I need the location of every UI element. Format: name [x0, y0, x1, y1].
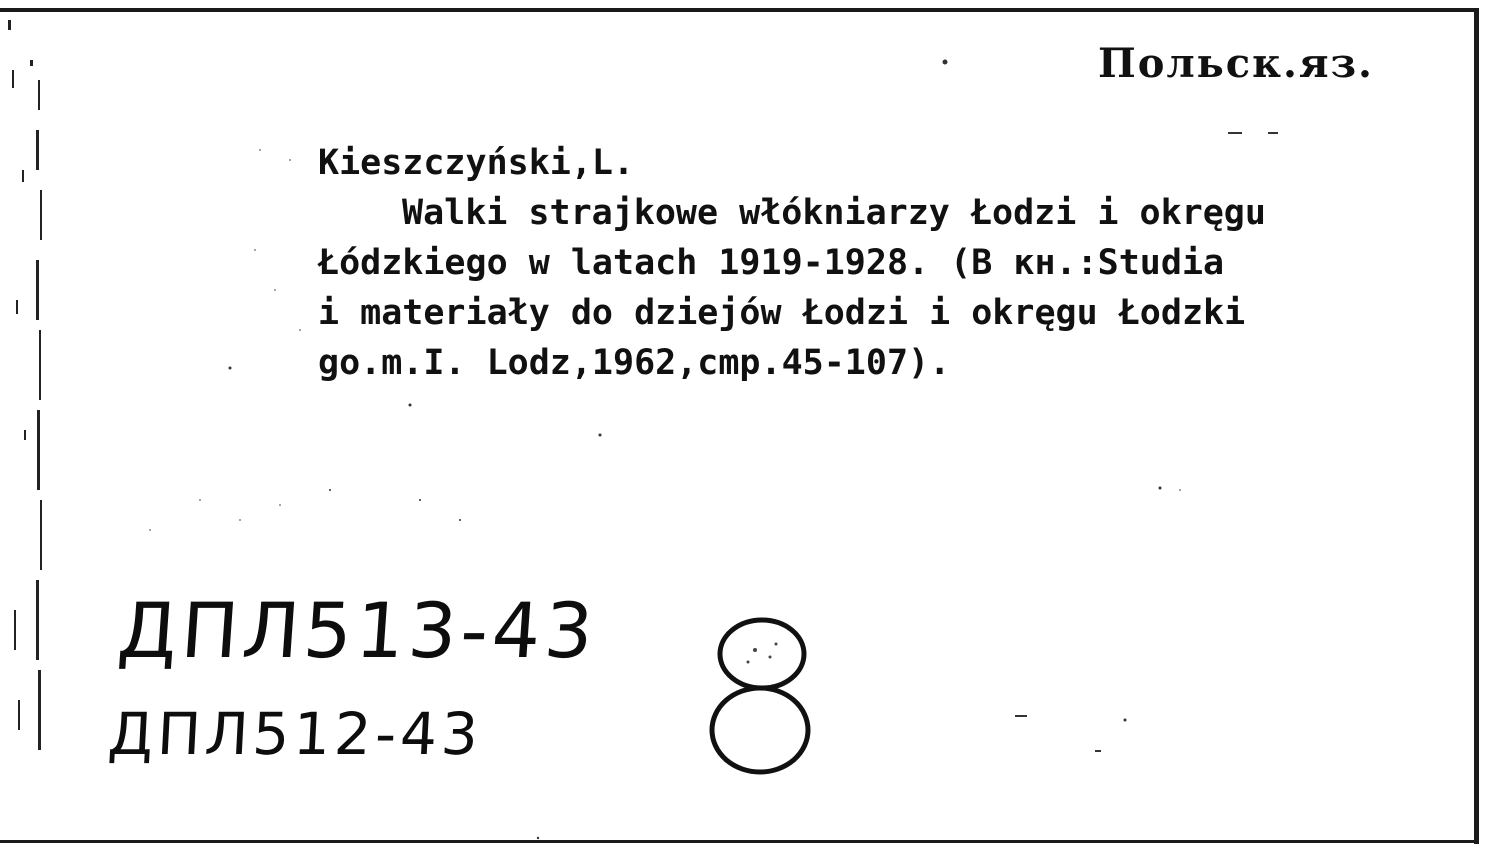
publication-line: go.m.I. Lodz,1962,cmp.45-107). [318, 343, 951, 383]
card-border-top [0, 8, 1478, 12]
handwritten-shelfmark-2: ДПЛ512-43 [106, 700, 484, 768]
bibliographic-entry [318, 138, 1473, 388]
card-border-bottom [0, 840, 1478, 843]
card-left-edge-speckle [0, 0, 60, 846]
handwritten-shelfmark-1: ДПЛ513-43 [114, 586, 600, 675]
card-border-right [1474, 8, 1479, 844]
title-line-1: Walki strajkowe włókniarzy Łodzi i okręgu [402, 193, 1266, 233]
author-line: Kieszczyński,L. [318, 143, 635, 183]
title-line-3: i materiały do dziejów Łodzi i okręgu Łodzki [318, 293, 1246, 333]
language-heading: Польск.яз. [1098, 40, 1374, 87]
title-line-2: Łódzkiego w latach 1919-1928. (В кн.:Studia [318, 243, 1225, 283]
handwritten-figure-eight [700, 612, 825, 782]
